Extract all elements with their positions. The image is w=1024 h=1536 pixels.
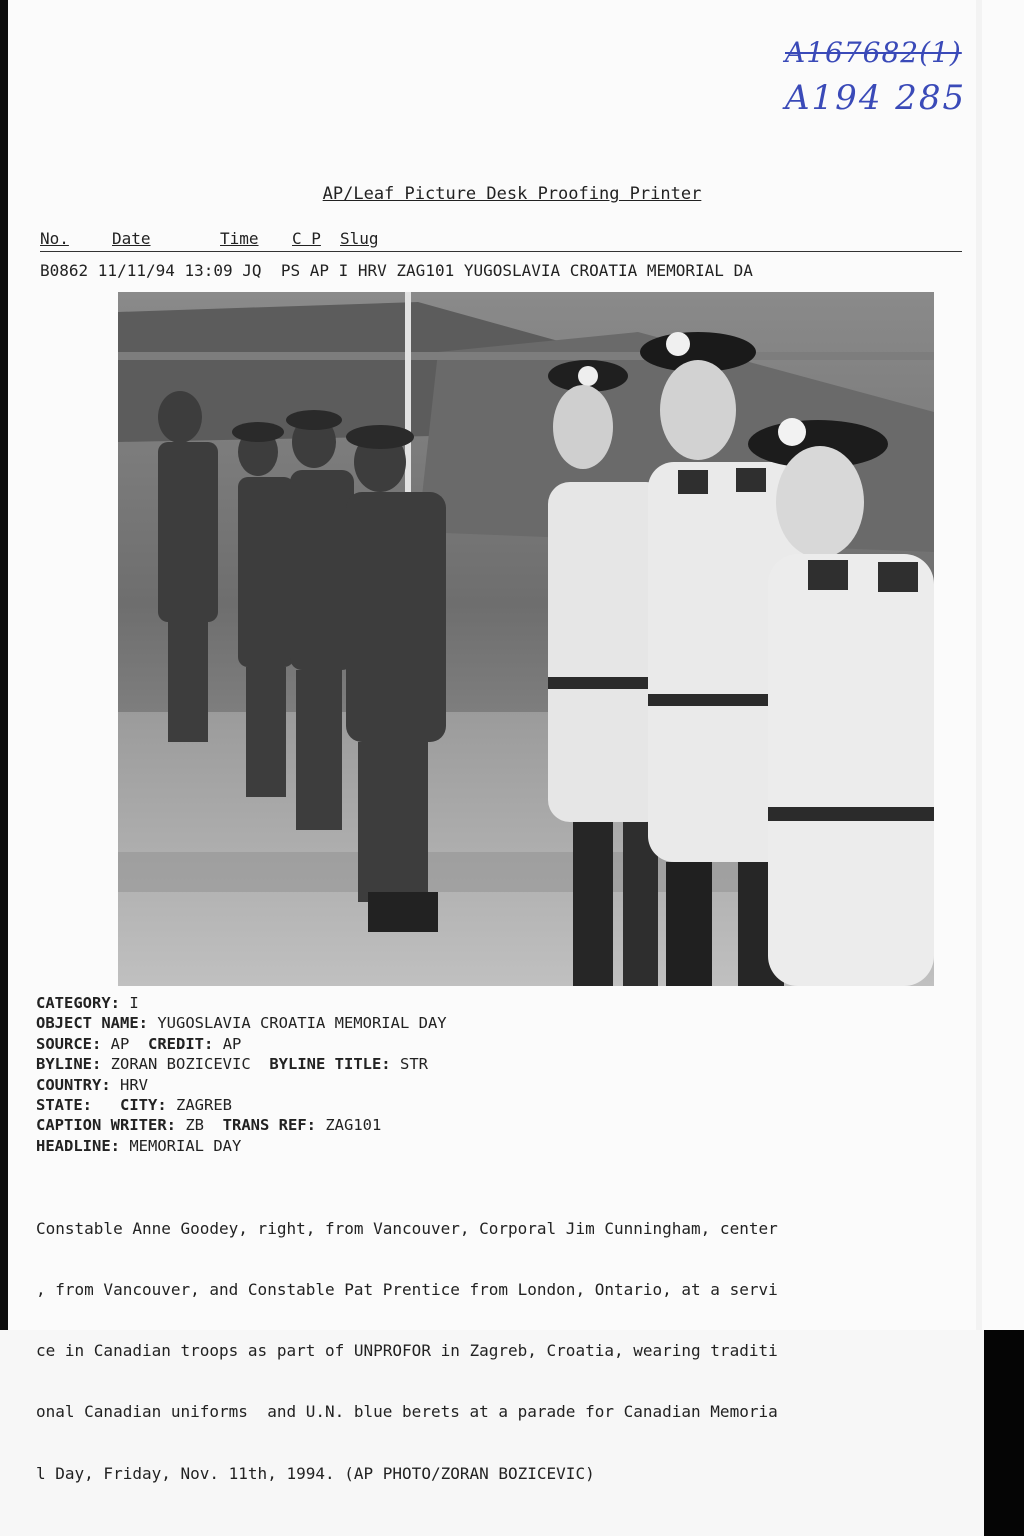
col-slug: Slug [340,229,379,248]
caption-line: ce in Canadian troops as part of UNPROFOR in Zagreb, Croatia, wearing traditi [36,1341,778,1361]
col-no: No. [40,229,69,248]
caption-line: Constable Anne Goodey, right, from Vancouver, Corporal Jim Cunningham, center [36,1218,778,1238]
caption-line: onal Canadian uniforms and U.N. blue berets at a parade for Canadian Memoria [36,1402,778,1422]
field-category: CATEGORY: I [36,994,139,1012]
column-header [40,229,962,252]
record-row: B0862 11/11/94 13:09 JQ PS AP I HRV ZAG101 YUGOSLAVIA CROATIA MEMORIAL DA [40,261,753,280]
field-byline: BYLINE: ZORAN BOZICEVIC BYLINE TITLE: STR [36,1055,428,1074]
photo-caption [36,1178,966,1505]
field-headline: HEADLINE: MEMORIAL DAY [36,1136,242,1155]
col-date: Date [112,229,151,248]
field-country: COUNTRY: HRV [36,1075,148,1094]
field-state-city: STATE: CITY: ZAGREB [36,1096,233,1115]
field-caption-writer: CAPTION WRITER: ZB TRANS REF: ZAG101 [36,1116,382,1135]
field-object-name: OBJECT NAME: YUGOSLAVIA CROATIA MEMORIAL DAY [36,1014,447,1033]
news-photo [118,292,934,986]
caption-line: , from Vancouver, and Constable Pat Prentice from London, Ontario, at a servi [36,1280,778,1300]
col-cp: C P [292,229,321,248]
handwritten-line-struck: A167682(1) [785,36,962,69]
background-strip [984,1330,1024,1536]
handwritten-line: A194 285 [785,78,967,118]
handwritten-reference [785,36,985,136]
metadata-fields [36,993,447,1156]
field-source-credit: SOURCE: AP CREDIT: AP [36,1034,242,1053]
caption-line: l Day, Friday, Nov. 11th, 1994. (AP PHOTO/ZORAN BOZICEVIC) [36,1463,595,1483]
col-time: Time [220,229,259,248]
page-title: AP/Leaf Picture Desk Proofing Printer [322,184,702,204]
